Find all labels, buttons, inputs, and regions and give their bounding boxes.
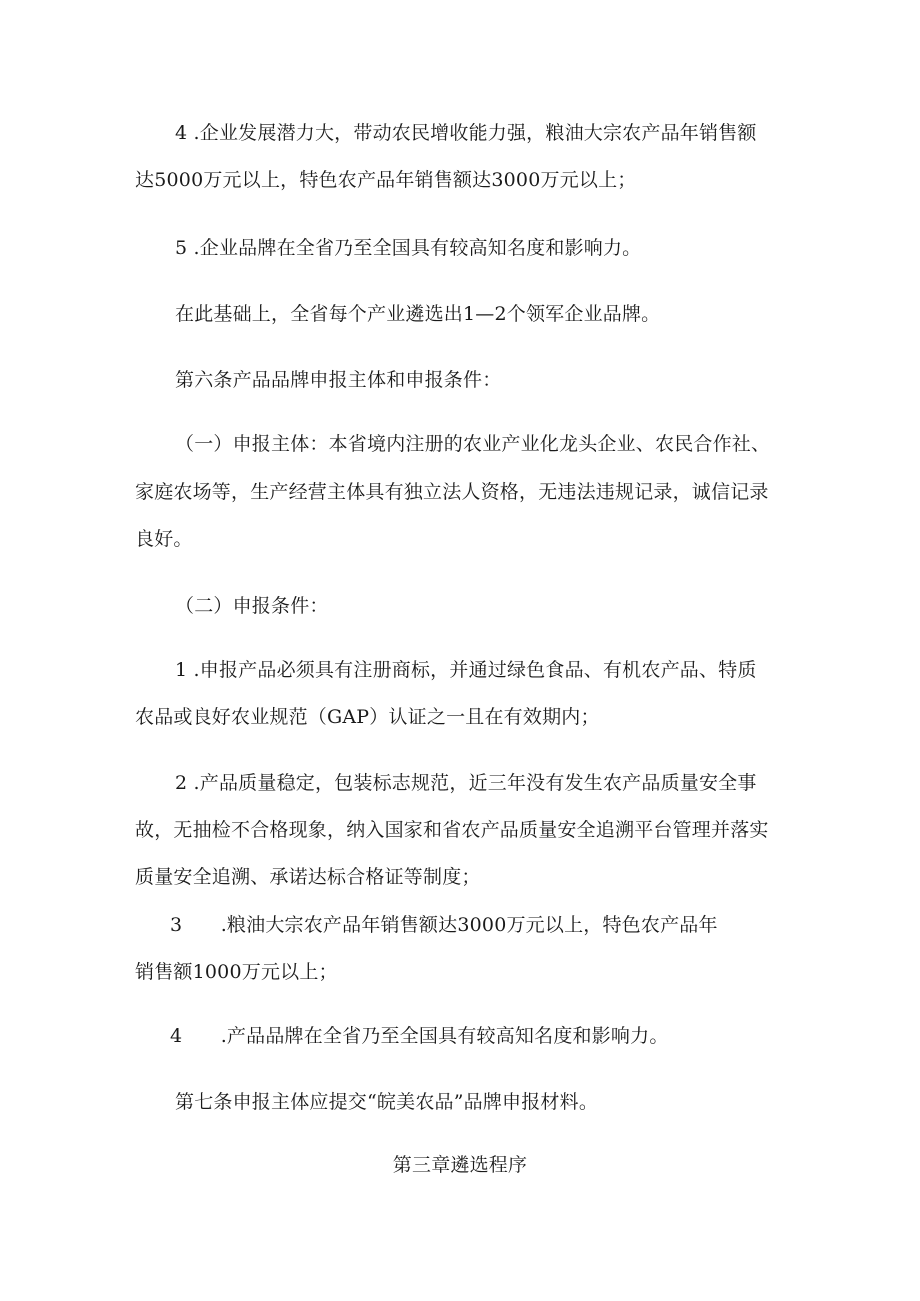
paragraph-conditions-heading: （二）申报条件： (175, 595, 329, 617)
paragraph-condition-4: 4 .产品品牌在全省乃至全国具有较高知名度和影响力。 (170, 1025, 669, 1047)
paragraph-criterion-4-line-1: 4 .企业发展潜力大，带动农民增收能力强，粮油大宗农产品年销售额 (175, 122, 757, 144)
paragraph-condition-2-line-1: 2 .产品质量稳定，包装标志规范，近三年没有发生农产品质量安全事 (175, 772, 757, 794)
paragraph-condition-3-line-2: 销售额1000万元以上； (135, 961, 338, 983)
paragraph-condition-2-line-2: 故，无抽检不合格现象，纳入国家和省农产品质量安全追溯平台管理并落实 (135, 819, 769, 841)
paragraph-applicant-line-2: 家庭农场等，生产经营主体具有独立法人资格，无违法违规记录，诚信记录 (135, 481, 769, 503)
paragraph-condition-2-line-3: 质量安全追溯、承诺达标合格证等制度； (135, 866, 481, 888)
chapter-3-heading: 第三章遴选程序 (392, 1154, 528, 1176)
paragraph-condition-1-line-1: 1 .申报产品必须具有注册商标，并通过绿色食品、有机农产品、特质 (175, 659, 757, 681)
article-7-heading: 第七条申报主体应提交“皖美农品”品牌申报材料。 (175, 1091, 599, 1113)
paragraph-applicant-line-1: （一）申报主体：本省境内注册的农业产业化龙头企业、农民合作社、 (175, 433, 771, 455)
article-6-heading: 第六条产品品牌申报主体和申报条件： (175, 369, 502, 391)
paragraph-selection-note: 在此基础上，全省每个产业遴选出1—2个领军企业品牌。 (175, 303, 661, 325)
paragraph-condition-1-line-2: 农品或良好农业规范（GAP）认证之一且在有效期内； (135, 706, 600, 728)
paragraph-criterion-4-line-2: 达5000万元以上，特色农产品年销售额达3000万元以上； (135, 169, 637, 191)
paragraph-criterion-5: 5 .企业品牌在全省乃至全国具有较高知名度和影响力。 (175, 237, 642, 259)
paragraph-condition-3-line-1: 3 .粮油大宗农产品年销售额达3000万元以上，特色农产品年 (170, 914, 718, 936)
paragraph-applicant-line-3: 良好。 (135, 528, 193, 550)
